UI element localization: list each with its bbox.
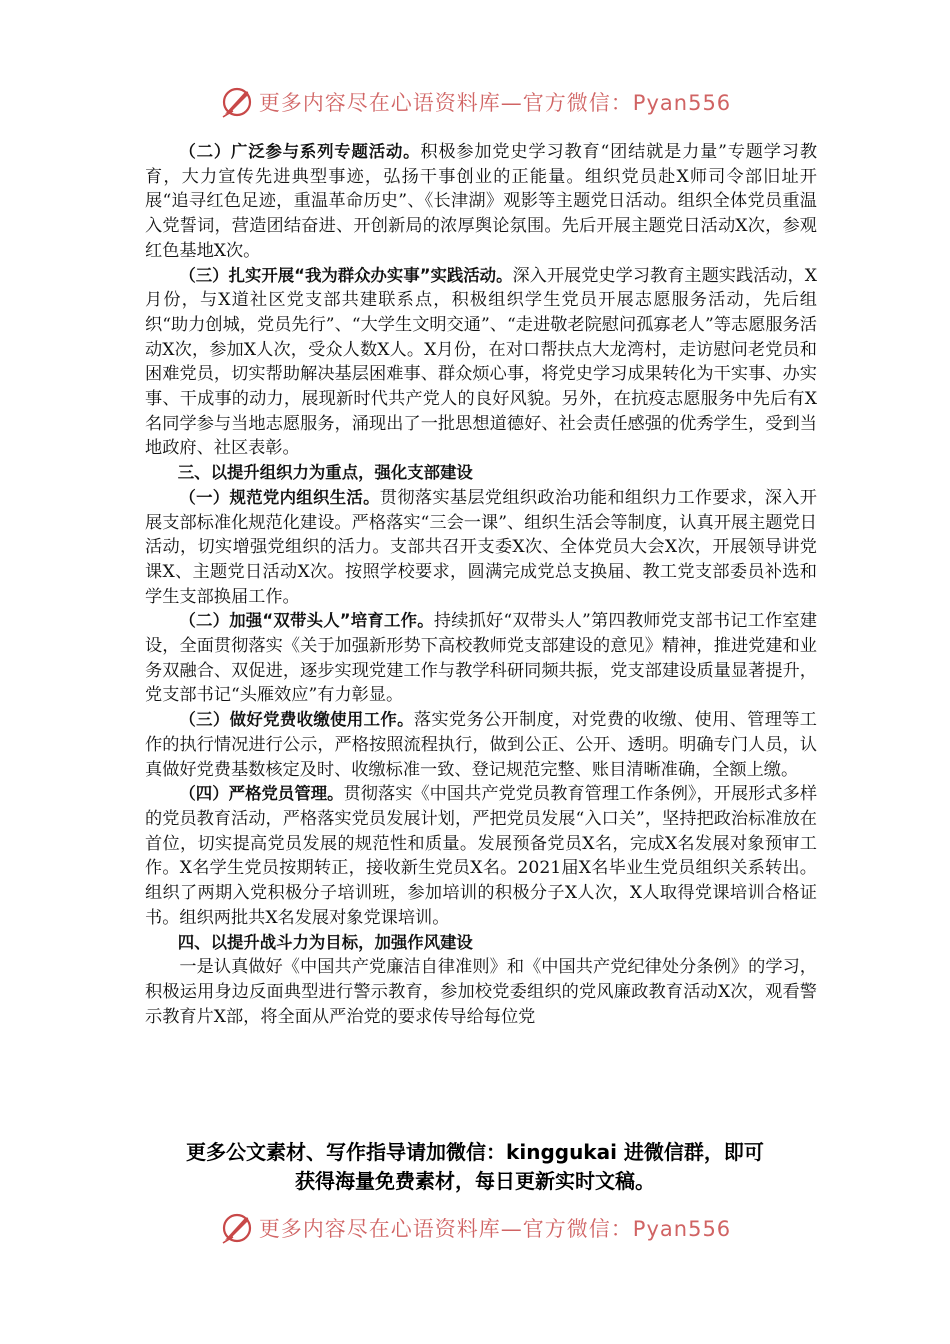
section-heading: 三、以提升组织力为重点，强化支部建设 — [177, 463, 473, 483]
paragraph — [145, 264, 817, 462]
paragraph-lead: （二）广泛参与系列专题活动。 — [179, 142, 421, 161]
paragraph-lead: （二）加强“双带头人”培育工作。 — [179, 611, 434, 631]
paragraph-text: 贯彻落实基层党组织政治功能和组织力工作要求，深入开展支部标准化规范化建设。严格落实“三会一课”、组织生活会等制度，认真开展主题党日活动，切实增强党组织的活力。支部共召开支委X次、全体党员大会X次，开展领导讲党课X、主题党日活动X次。按照学校要求，圆满完成党总支换届、教工党支部委员补选和学生支部换届工作。 — [145, 487, 817, 607]
paragraph-lead: （三）扎实开展“我为群众办实事”实践活动。 — [179, 265, 513, 285]
watermark-banner-top — [0, 82, 950, 122]
paragraph-text: 一是认真做好《中国共产党廉洁自律准则》和《中国共产党纪律处分条例》的学习，积极运用身边反面典型进行警示教育，参加校党委组织的党风廉政教育活动X次，观看警示教育片X部，将全面从严治党的要求传导给每位党 — [145, 957, 817, 1027]
watermark-text: 更多内容尽在心语资料库—官方微信：Pyan556 — [258, 91, 732, 115]
paragraph-lead: （一）规范党内组织生活。 — [179, 487, 380, 507]
watermark-text: 更多内容尽在心语资料库—官方微信：Pyan556 — [258, 1217, 732, 1241]
promo-line-1: 更多公文素材、写作指导请加微信：kinggukai 进微信群，即可 — [186, 1140, 764, 1164]
promo-line-2: 获得海量免费素材，每日更新实时文稿。 — [295, 1169, 655, 1193]
paragraph-lead: （四）严格党员管理。 — [179, 784, 344, 804]
document-body — [145, 140, 817, 1029]
paragraph-text: 深入开展党史学习教育主题实践活动，X月份，与X道社区党支部共建联系点，积极组织学生党员开展志愿服务活动，先后组织“助力创城，党员先行”、“大学生文明交通”、“走进敬老院慰问孤寡老人”等志愿服务活动X次，参加X人次，受众人数X人。X月份，在对口帮扶点大龙湾村，走访慰问老党员和困难党员，切实帮助解决基层困难事、群众烦心事，将党史学习成果转化为干实事、办实事、干成事的动力，展现新时代共产党人的良好风貌。另外，在抗疫志愿服务中先后有X名同学参与当地志愿服务，涌现出了一批思想道德好、社会责任感强的优秀学生，受到当地政府、社区表彰。 — [145, 265, 817, 459]
paragraph-lead: （三）做好党费收缴使用工作。 — [179, 710, 414, 730]
promo-notice — [120, 1138, 830, 1196]
paragraph — [145, 708, 817, 782]
paragraph-text: 持续抓好“双带头人”第四教师党支部书记工作室建设，全面贯彻落实《关于加强新形势下高校教师党支部建设的意见》精神，推进党建和业务双融合、双促进，逐步实现党建工作与教学科研同频共振，党支部建设质量显著提升，党支部书记“头雁效应”有力彰显。 — [145, 611, 818, 706]
paragraph — [145, 609, 817, 708]
paragraph-text: 积极参加党史学习教育“团结就是力量”专题学习教育，大力宣传先进典型事迹，弘扬干事创业的正能量。组织党员赴X师司令部旧址开展“追寻红色足迹，重温革命历史”、《长津湖》观影等主题党日活动。组织全体党员重温入党誓词，营造团结奋进、开创新局的浓厚舆论氛围。先后开展主题党日活动X次，参观红色基地X次。 — [145, 142, 818, 261]
paragraph-text: 落实党务公开制度，对党费的收缴、使用、管理等工作的执行情况进行公示，严格按照流程执行，做到公正、公开、透明。明确专门人员，认真做好党费基数核定及时、收缴标准一致、登记规范完整、账目清晰准确，全额上缴。 — [145, 710, 817, 780]
paragraph — [145, 955, 817, 1029]
watermark-banner-bottom — [0, 1208, 950, 1248]
quill-pen-logo-icon — [219, 1210, 255, 1246]
paragraph — [145, 140, 817, 264]
section-heading: 四、以提升战斗力为目标，加强作风建设 — [177, 932, 473, 952]
paragraph-text: 贯彻落实《中国共产党党员教育管理工作条例》，开展形式多样的党员教育活动，严格落实党员发展计划，严把党员发展“入口关”，坚持把政治标准放在首位，切实提高党员发展的规范性和质量。发展预备党员X名，完成X名发展对象预审工作。X名学生党员按期转正，接收新生党员X名。2021届X名毕业生党员组织关系转出。组织了两期入党积极分子培训班，参加培训的积极分子X人次，X人取得党课培训合格证书。组织两批共X名发展对象党课培训。 — [145, 784, 818, 928]
quill-pen-logo-icon — [219, 84, 255, 120]
paragraph — [145, 782, 817, 930]
paragraph — [145, 486, 817, 610]
